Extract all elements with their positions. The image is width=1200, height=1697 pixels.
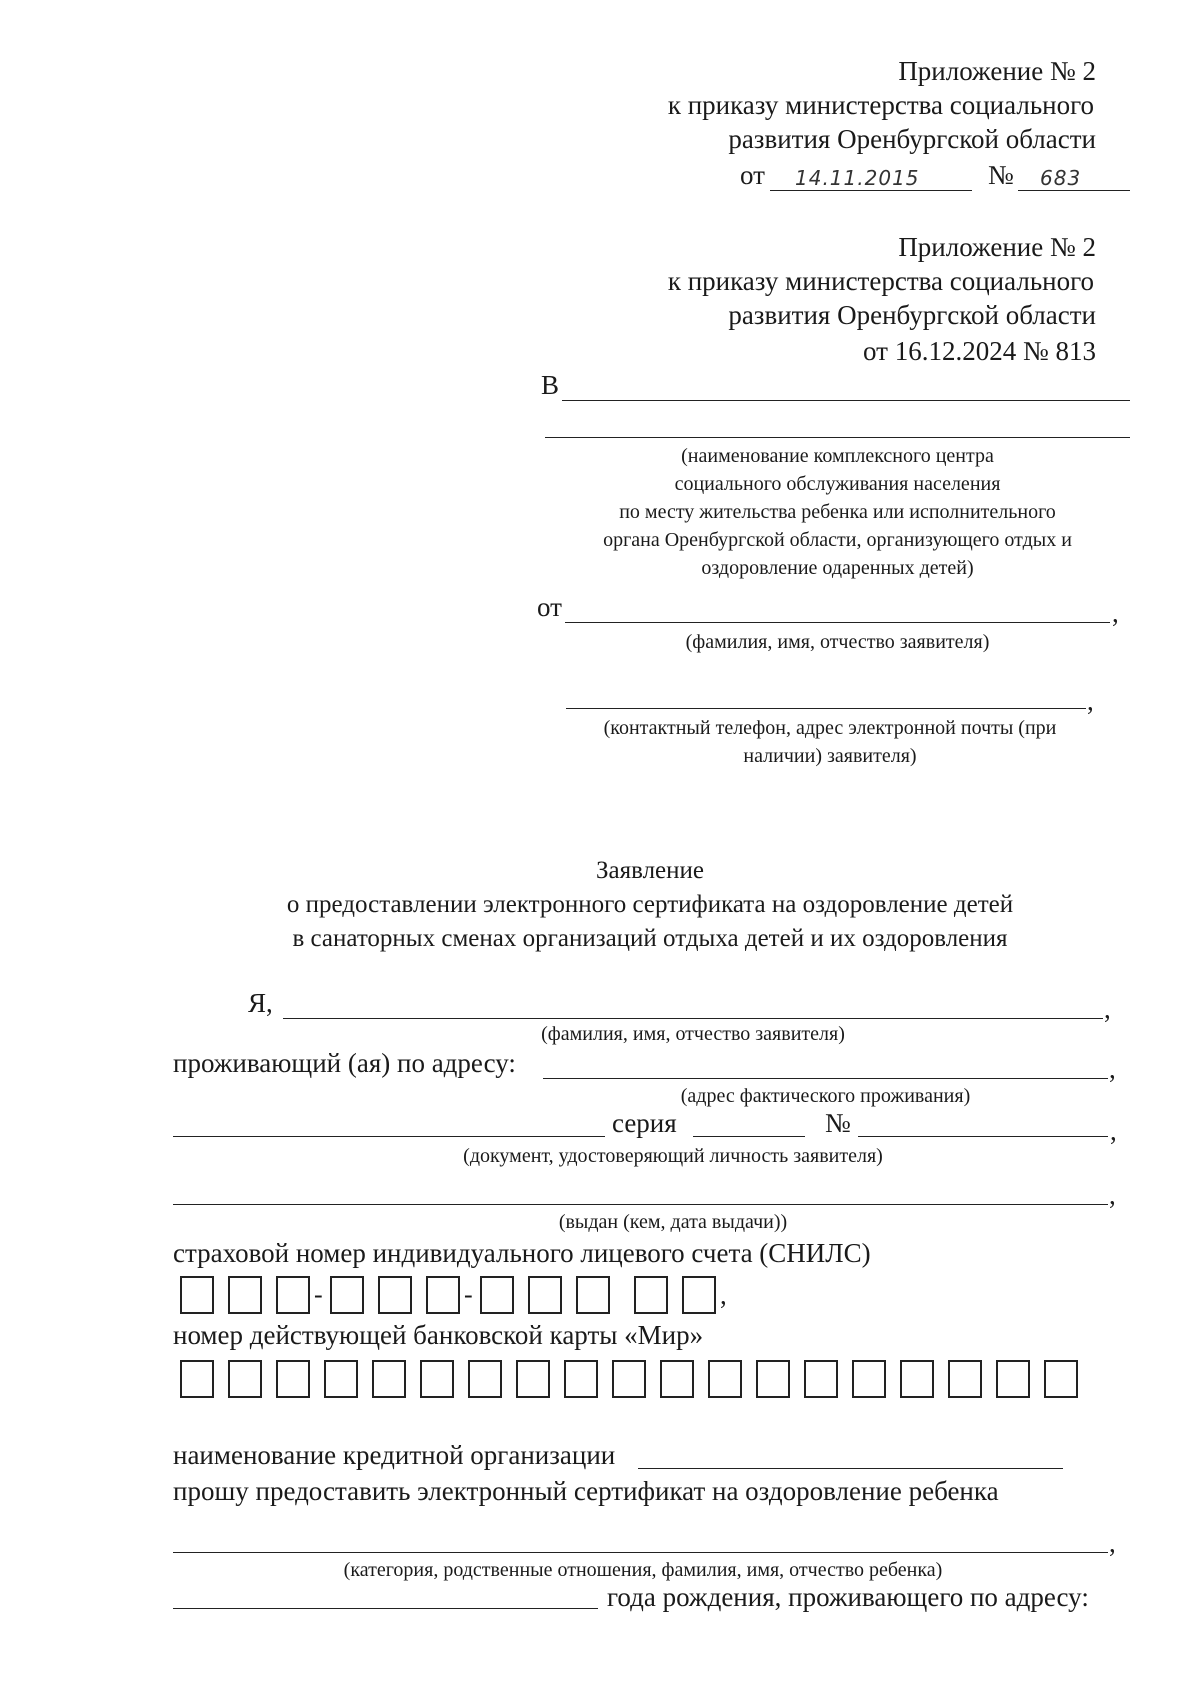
- old-number-line: [1018, 190, 1130, 191]
- card-boxes: [180, 1360, 1092, 1398]
- old-number-label: №: [988, 160, 1014, 190]
- i-name-caption: (фамилия, имя, отчество заявителя): [541, 1023, 845, 1045]
- card-label: номер действующей банковской карты «Мир»: [173, 1320, 704, 1350]
- recipient-caption-line-1: (наименование комплексного центра: [681, 445, 994, 467]
- card-digit-box[interactable]: [660, 1360, 694, 1398]
- old-appendix-from-label: от: [740, 160, 765, 190]
- snils-dash: -: [464, 1280, 473, 1309]
- card-digit-box[interactable]: [1044, 1360, 1078, 1398]
- snils-comma: ,: [720, 1279, 727, 1310]
- recipient-caption-line-4: органа Оренбургской области, организующего отдых и: [603, 529, 1072, 551]
- old-date-line: [770, 190, 972, 191]
- applicant-contact-line[interactable]: [566, 708, 1086, 709]
- address-caption: (адрес фактического проживания): [680, 1085, 971, 1107]
- issued-comma: ,: [1109, 1180, 1116, 1210]
- recipient-caption-line-2: социального обслуживания населения: [674, 473, 1001, 495]
- birth-text: года рождения, проживающего по адресу:: [607, 1582, 1089, 1612]
- appendix-ministry-line: развития Оренбургской области: [728, 300, 1096, 330]
- document-title: Заявление: [595, 857, 705, 884]
- bank-name-line[interactable]: [638, 1468, 1063, 1469]
- snils-digit-box[interactable]: [276, 1276, 310, 1314]
- doc-number-comma: ,: [1110, 1116, 1117, 1146]
- card-digit-box[interactable]: [372, 1360, 406, 1398]
- card-digit-box[interactable]: [468, 1360, 502, 1398]
- applicant-from-label: от: [537, 592, 562, 622]
- snils-digit-box[interactable]: [480, 1276, 514, 1314]
- appendix-title: Приложение № 2: [898, 232, 1096, 262]
- snils-boxes: [180, 1276, 727, 1314]
- snils-digit-box[interactable]: [180, 1276, 214, 1314]
- applicant-name-caption: (фамилия, имя, отчество заявителя): [685, 631, 990, 653]
- recipient-name-line-1[interactable]: [562, 400, 1130, 401]
- i-name-line[interactable]: [283, 1018, 1103, 1019]
- series-line[interactable]: [693, 1136, 805, 1137]
- snils-digit-box[interactable]: [682, 1276, 716, 1314]
- card-digit-box[interactable]: [228, 1360, 262, 1398]
- old-appendix-ministry-line: развития Оренбургской области: [728, 124, 1096, 154]
- card-digit-box[interactable]: [612, 1360, 646, 1398]
- card-digit-box[interactable]: [852, 1360, 886, 1398]
- child-comma: ,: [1109, 1528, 1116, 1558]
- recipient-name-line-2[interactable]: [545, 437, 1130, 438]
- card-digit-box[interactable]: [516, 1360, 550, 1398]
- issued-caption: (выдан (кем, дата выдачи)): [558, 1211, 788, 1233]
- old-date-handwritten: 14.11.2015: [795, 166, 920, 190]
- snils-label: страховой номер индивидуального лицевого счета (СНИЛС): [173, 1238, 871, 1268]
- recipient-caption-line-3: по месту жительства ребенка или исполнительного: [619, 501, 1056, 523]
- snils-digit-box[interactable]: [330, 1276, 364, 1314]
- i-name-comma: ,: [1104, 994, 1111, 1024]
- applicant-name-line[interactable]: [565, 622, 1110, 623]
- document-subtitle-line-2: в санаторных сменах организаций отдыха детей и их оздоровления: [292, 925, 1008, 952]
- address-label: проживающий (ая) по адресу:: [173, 1048, 516, 1078]
- card-digit-box[interactable]: [276, 1360, 310, 1398]
- card-digit-box[interactable]: [324, 1360, 358, 1398]
- card-digit-box[interactable]: [948, 1360, 982, 1398]
- contact-caption-line-1: (контактный телефон, адрес электронной почты (при: [603, 717, 1057, 739]
- document-subtitle-line-1: о предоставлении электронного сертификата на оздоровление детей: [286, 891, 1014, 918]
- doc-number-line[interactable]: [858, 1136, 1108, 1137]
- contact-caption-line-2: наличии) заявителя): [743, 745, 917, 767]
- request-text: прошу предоставить электронный сертификат на оздоровление ребенка: [173, 1476, 999, 1506]
- appendix-order-line: к приказу министерства социального: [667, 266, 1094, 296]
- snils-digit-box[interactable]: [634, 1276, 668, 1314]
- snils-digit-box[interactable]: [378, 1276, 412, 1314]
- applicant-contact-comma: ,: [1087, 686, 1094, 716]
- old-appendix-order-line: к приказу министерства социального: [667, 90, 1094, 120]
- snils-digit-box[interactable]: [228, 1276, 262, 1314]
- address-comma: ,: [1109, 1054, 1116, 1084]
- recipient-to-label: В: [541, 370, 560, 400]
- card-digit-box[interactable]: [420, 1360, 454, 1398]
- appendix-date-number: от 16.12.2024 № 813: [863, 336, 1096, 366]
- card-digit-box[interactable]: [180, 1360, 214, 1398]
- doc-caption: (документ, удостоверяющий личность заявителя): [463, 1145, 883, 1167]
- address-line[interactable]: [543, 1078, 1108, 1079]
- card-digit-box[interactable]: [804, 1360, 838, 1398]
- old-appendix-title: Приложение № 2: [898, 56, 1096, 86]
- snils-digit-box[interactable]: [528, 1276, 562, 1314]
- applicant-name-comma: ,: [1112, 598, 1119, 628]
- card-digit-box[interactable]: [708, 1360, 742, 1398]
- card-digit-box[interactable]: [900, 1360, 934, 1398]
- i-label: Я,: [248, 988, 273, 1018]
- birth-year-line[interactable]: [173, 1608, 598, 1609]
- card-digit-box[interactable]: [756, 1360, 790, 1398]
- bank-label: наименование кредитной организации: [173, 1440, 616, 1470]
- recipient-caption-line-5: оздоровление одаренных детей): [701, 557, 974, 579]
- child-line[interactable]: [173, 1552, 1108, 1553]
- child-caption: (категория, родственные отношения, фамилия, имя, отчество ребенка): [343, 1559, 943, 1581]
- doc-number-label: №: [825, 1108, 851, 1138]
- snils-digit-box[interactable]: [576, 1276, 610, 1314]
- old-number-handwritten: 683: [1040, 166, 1082, 190]
- card-digit-box[interactable]: [996, 1360, 1030, 1398]
- snils-digit-box[interactable]: [426, 1276, 460, 1314]
- issued-line[interactable]: [173, 1204, 1108, 1205]
- card-digit-box[interactable]: [564, 1360, 598, 1398]
- series-label: серия: [612, 1108, 677, 1138]
- snils-dash: -: [314, 1280, 323, 1309]
- document-type-line[interactable]: [173, 1136, 605, 1137]
